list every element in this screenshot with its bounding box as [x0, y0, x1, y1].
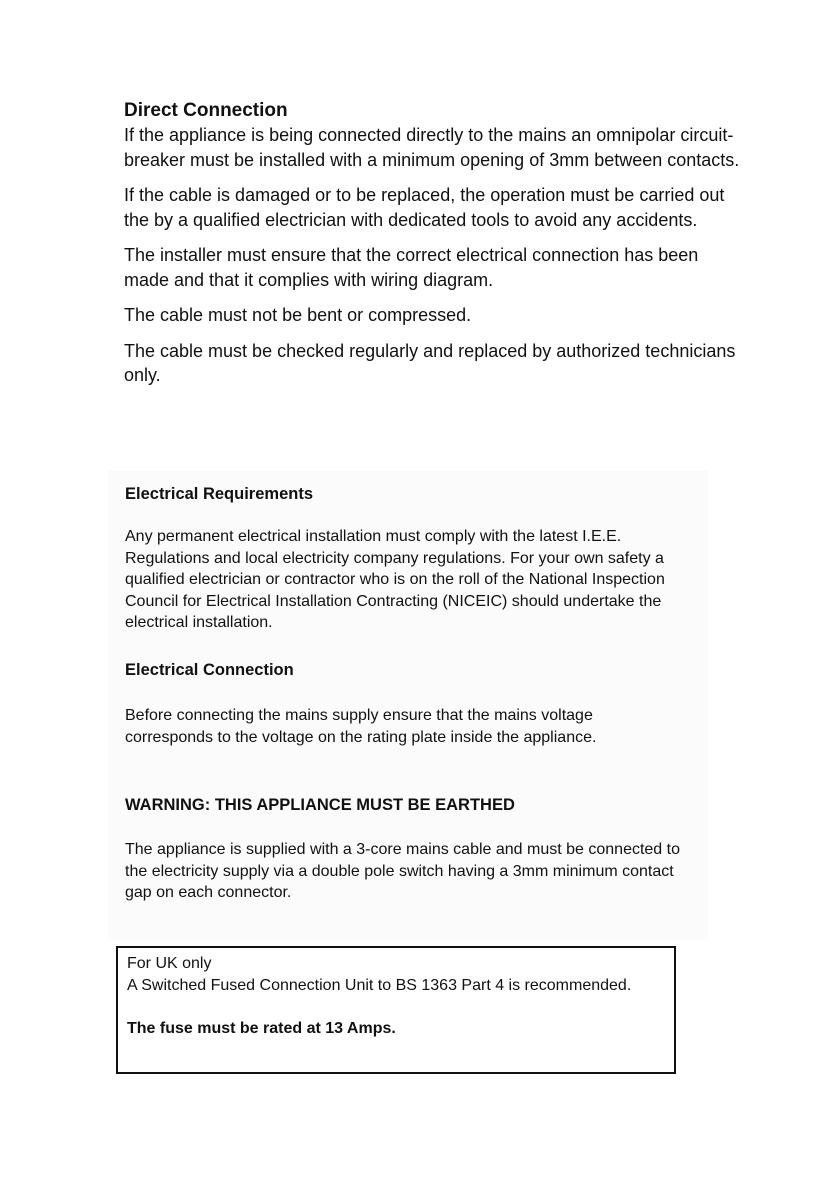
uk-only-label: For UK only: [127, 955, 212, 972]
uk-only-notice-box: [116, 946, 676, 1074]
direct-connection-paragraph: If the cable is damaged or to be replaced, the operation must be carried out the by a qualified electrician with dedicated tools to avoid any accidents.: [124, 185, 725, 230]
electrical-connection-text: Before connecting the mains supply ensure that the mains voltage corresponds to the voltage on the rating plate inside the appliance.: [125, 707, 597, 746]
direct-connection-section: [124, 99, 744, 388]
direct-connection-paragraph: The cable must not be bent or compressed.: [124, 305, 472, 325]
direct-connection-paragraph: If the appliance is being connected directly to the mains an omnipolar circuit-breaker must be installed with a minimum opening of 3mm between contacts.: [124, 125, 740, 170]
electrical-requirements-text: Any permanent electrical installation must comply with the latest I.E.E. Regulations and local electricity company regulations. For your own safety a qualified electrician or contractor who is on the roll of the National Inspection Council for Electrical Installation Contracting (NICEIC) should undertake the electrical installation.: [125, 528, 665, 631]
earthing-warning-text: The appliance is supplied with a 3-core mains cable and must be connected to the electricity supply via a double pole switch having a 3mm minimum contact gap on each connector.: [125, 841, 680, 901]
fuse-rating-note: The fuse must be rated at 13 Amps.: [127, 1020, 396, 1037]
electrical-requirements-heading: Electrical Requirements: [125, 485, 313, 503]
earthing-warning-heading: WARNING: THIS APPLIANCE MUST BE EARTHED: [125, 796, 515, 814]
electrical-connection-heading: Electrical Connection: [125, 661, 294, 679]
direct-connection-paragraph: The cable must be checked regularly and replaced by authorized technicians only.: [124, 340, 736, 385]
direct-connection-heading: Direct Connection: [124, 100, 288, 121]
direct-connection-paragraph: The installer must ensure that the correct electrical connection has been made and that it complies with wiring diagram.: [124, 245, 699, 290]
electrical-info-panel: [108, 470, 708, 940]
connection-unit-recommendation: A Switched Fused Connection Unit to BS 1363 Part 4 is recommended.: [127, 976, 632, 994]
